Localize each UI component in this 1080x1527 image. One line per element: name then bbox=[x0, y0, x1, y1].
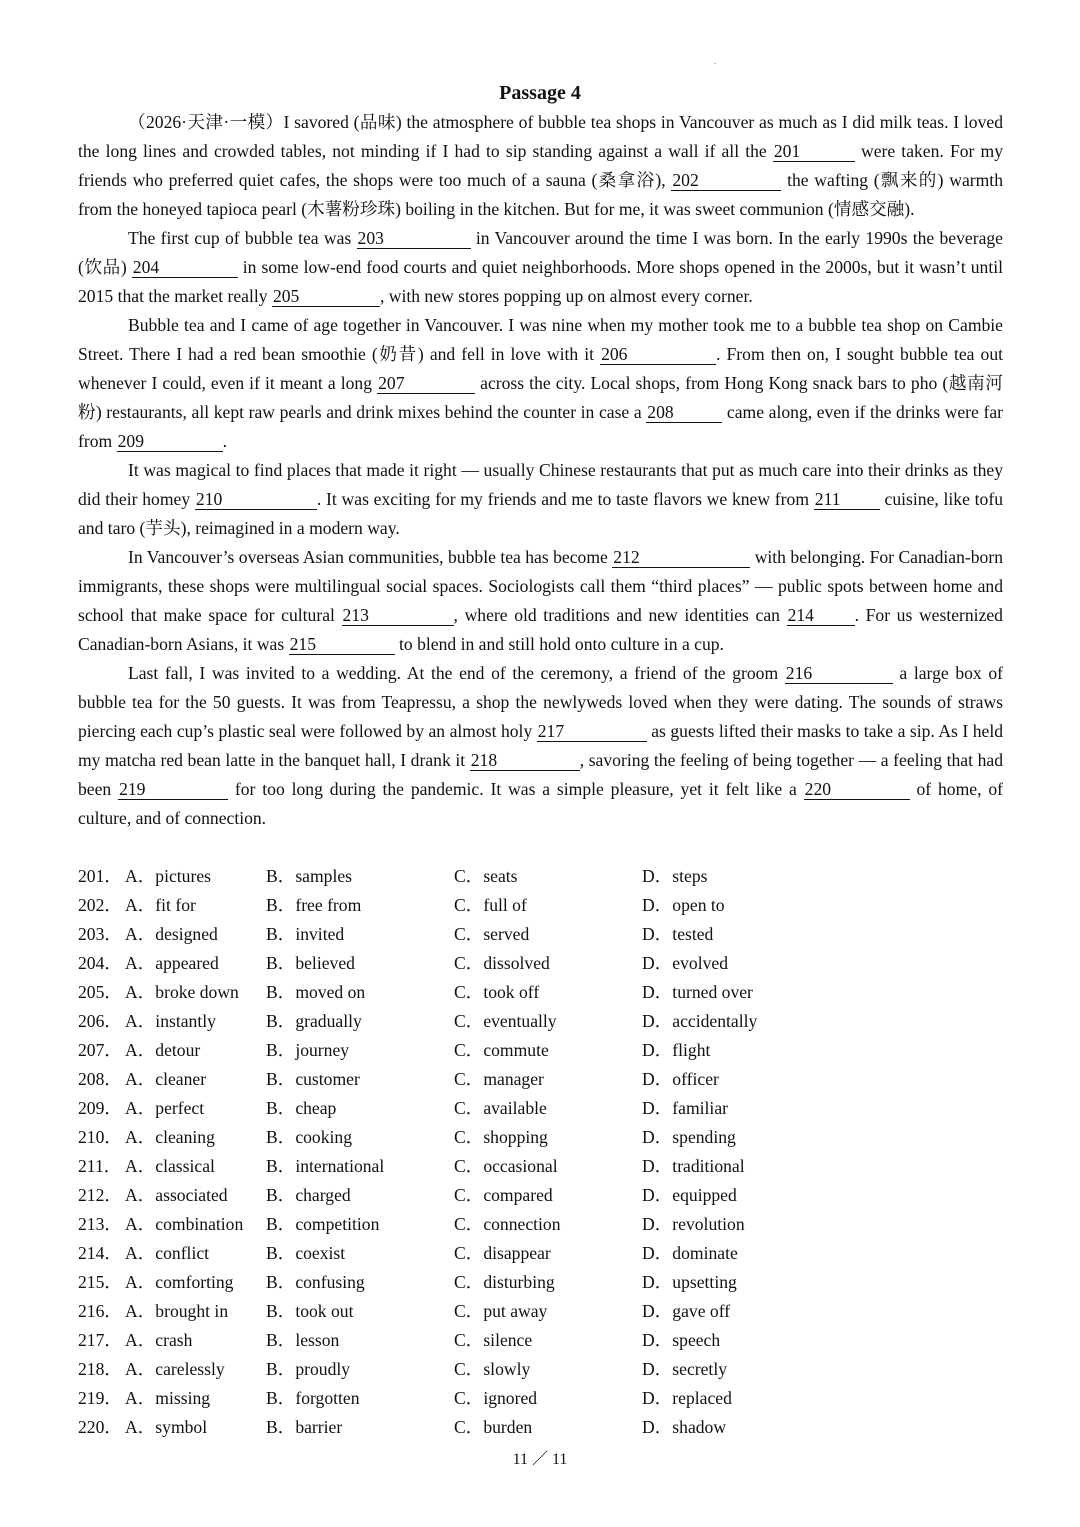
option-a: A．designed bbox=[125, 924, 218, 944]
option-a: A．perfect bbox=[125, 1098, 205, 1118]
question-number: 213． bbox=[78, 1214, 122, 1234]
question-number: 208． bbox=[78, 1069, 122, 1089]
option-b: B．free from bbox=[266, 895, 362, 915]
blank-219: 219 bbox=[118, 779, 228, 800]
option-d: D．officer bbox=[642, 1069, 719, 1089]
option-a: A．appeared bbox=[125, 953, 219, 973]
question-row bbox=[78, 1152, 978, 1181]
question-row bbox=[78, 1384, 978, 1413]
option-c: C．compared bbox=[454, 1185, 553, 1205]
option-c: C．disappear bbox=[454, 1243, 551, 1263]
question-number: 214． bbox=[78, 1243, 122, 1263]
option-a: A．comforting bbox=[125, 1272, 234, 1292]
paragraph-text: a large box of bubble tea for the 50 guests. It was from Teapressu, a shop the newlyweds loved when they were dating. The sounds of straws piercing each cup’s plastic seal were followed by an almost holy bbox=[78, 663, 1004, 741]
question-number: 203． bbox=[78, 924, 122, 944]
question-row bbox=[78, 862, 978, 891]
blank-209: 209 bbox=[117, 431, 223, 452]
option-d: D．equipped bbox=[642, 1185, 737, 1205]
option-d: D．familiar bbox=[642, 1098, 728, 1118]
question-row bbox=[78, 1123, 978, 1152]
option-b: B．coexist bbox=[266, 1243, 346, 1263]
option-c: C．shopping bbox=[454, 1127, 548, 1147]
option-d: D．spending bbox=[642, 1127, 736, 1147]
question-number: 218． bbox=[78, 1359, 122, 1379]
option-b: B．journey bbox=[266, 1040, 350, 1060]
option-b: B．moved on bbox=[266, 982, 366, 1002]
option-a: A．fit for bbox=[125, 895, 196, 915]
paragraph-text: in Vancouver around the time I was born. In the early 1990s the beverage (饮品) bbox=[78, 228, 1003, 277]
option-c: C．ignored bbox=[454, 1388, 538, 1408]
option-b: B．customer bbox=[266, 1069, 360, 1089]
option-b: B．took out bbox=[266, 1301, 354, 1321]
option-c: C．commute bbox=[454, 1040, 549, 1060]
blank-220: 220 bbox=[804, 779, 910, 800]
option-c: C．full of bbox=[454, 895, 527, 915]
option-a: A．combination bbox=[125, 1214, 244, 1234]
question-number: 207． bbox=[78, 1040, 122, 1060]
question-row bbox=[78, 1094, 978, 1123]
option-d: D．gave off bbox=[642, 1301, 731, 1321]
option-a: A．pictures bbox=[125, 866, 211, 886]
option-a: A．classical bbox=[125, 1156, 215, 1176]
option-a: A．carelessly bbox=[125, 1359, 225, 1379]
option-c: C．took off bbox=[454, 982, 540, 1002]
question-row bbox=[78, 1239, 978, 1268]
paragraph-text: In Vancouver’s overseas Asian communities, bubble tea has become bbox=[128, 547, 613, 567]
option-b: B．international bbox=[266, 1156, 385, 1176]
question-number: 220． bbox=[78, 1417, 122, 1437]
option-a: A．crash bbox=[125, 1330, 193, 1350]
question-row bbox=[78, 1036, 978, 1065]
option-c: C．silence bbox=[454, 1330, 533, 1350]
passage-title: Passage 4 bbox=[499, 82, 581, 104]
blank-206: 206 bbox=[600, 344, 716, 365]
question-row bbox=[78, 1326, 978, 1355]
option-a: A．cleaning bbox=[125, 1127, 215, 1147]
option-d: D．upsetting bbox=[642, 1272, 737, 1292]
blank-214: 214 bbox=[787, 605, 855, 626]
paragraph-2 bbox=[78, 224, 1003, 311]
paragraph-text: , with new stores popping up on almost every corner. bbox=[379, 286, 753, 306]
paragraph-text: as guests lifted their masks to take a sip. As I held my matcha red bean latte in the banquet hall, I drank it bbox=[78, 721, 1004, 770]
option-d: D．flight bbox=[642, 1040, 711, 1060]
paragraph-text: . From then on, I sought bubble tea out whenever I could, even if it meant a long bbox=[78, 344, 1003, 393]
blank-208: 208 bbox=[646, 402, 722, 423]
option-c: C．occasional bbox=[454, 1156, 558, 1176]
option-d: D．steps bbox=[642, 866, 708, 886]
option-d: D．revolution bbox=[642, 1214, 745, 1234]
option-a: A．detour bbox=[125, 1040, 201, 1060]
option-c: C．dissolved bbox=[454, 953, 550, 973]
paragraph-text: （2026·天津·一模）I savored (品味) the atmosphere of bubble tea shops in Vancouver as much as I did milk teas. I loved the long lines and crowded tables, not minding if I had to sip standing against a wall if all the bbox=[78, 112, 1003, 161]
option-d: D．traditional bbox=[642, 1156, 745, 1176]
blank-207: 207 bbox=[377, 373, 475, 394]
question-number: 215． bbox=[78, 1272, 122, 1292]
question-row bbox=[78, 978, 978, 1007]
option-d: D．evolved bbox=[642, 953, 728, 973]
option-a: A．broke down bbox=[125, 982, 239, 1002]
blank-218: 218 bbox=[470, 750, 580, 771]
question-row bbox=[78, 920, 978, 949]
question-row bbox=[78, 949, 978, 978]
paragraph-text: of home, of culture, and of connection. bbox=[78, 779, 1003, 828]
option-b: B．lesson bbox=[266, 1330, 340, 1350]
option-d: D．open to bbox=[642, 895, 725, 915]
question-number: 206． bbox=[78, 1011, 122, 1031]
option-b: B．confusing bbox=[266, 1272, 365, 1292]
paragraph-text: It was magical to find places that made it right — usually Chinese restaurants that put as much care into their drinks as they did their homey bbox=[78, 460, 1003, 509]
option-b: B．gradually bbox=[266, 1011, 362, 1031]
question-row bbox=[78, 1210, 978, 1239]
option-d: D．replaced bbox=[642, 1388, 732, 1408]
question-row bbox=[78, 1268, 978, 1297]
question-row bbox=[78, 1181, 978, 1210]
passage-body bbox=[78, 108, 1003, 833]
paragraph-6 bbox=[78, 659, 1003, 833]
header-mark: . bbox=[714, 56, 717, 67]
paragraph-text: . It was exciting for my friends and me to taste flavors we knew from bbox=[316, 489, 814, 509]
question-row bbox=[78, 1413, 978, 1442]
blank-210: 210 bbox=[195, 489, 317, 510]
option-c: C．manager bbox=[454, 1069, 544, 1089]
option-d: D．shadow bbox=[642, 1417, 727, 1437]
option-a: A．symbol bbox=[125, 1417, 208, 1437]
paragraph-text: with belonging. For Canadian-born immigrants, these shops were multilingual social spaces. Sociologists call them “third places” — public spots between home and school that make space for cultural bbox=[78, 547, 1003, 625]
question-number: 212． bbox=[78, 1185, 122, 1205]
question-number: 210． bbox=[78, 1127, 122, 1147]
option-d: D．dominate bbox=[642, 1243, 738, 1263]
option-c: C．slowly bbox=[454, 1359, 531, 1379]
paragraph-5 bbox=[78, 543, 1003, 659]
paragraph-4 bbox=[78, 456, 1003, 543]
paragraph-text: . bbox=[222, 431, 228, 451]
question-row bbox=[78, 1297, 978, 1326]
option-c: C．available bbox=[454, 1098, 547, 1118]
paragraph-text: were taken. For my friends who preferred quiet cafes, the shops were too much of a sauna (桑拿浴), bbox=[78, 141, 1004, 190]
paragraph-3 bbox=[78, 311, 1003, 456]
option-a: A．conflict bbox=[125, 1243, 210, 1263]
option-c: C．eventually bbox=[454, 1011, 557, 1031]
option-b: B．believed bbox=[266, 953, 355, 973]
blank-212: 212 bbox=[612, 547, 750, 568]
question-number: 204． bbox=[78, 953, 122, 973]
option-d: D．tested bbox=[642, 924, 714, 944]
option-c: C．burden bbox=[454, 1417, 533, 1437]
blank-213: 213 bbox=[342, 605, 454, 626]
paragraph-text: cuisine, like tofu and taro (芋头), reimagined in a modern way. bbox=[78, 489, 1004, 538]
option-d: D．accidentally bbox=[642, 1011, 758, 1031]
blank-205: 205 bbox=[272, 286, 380, 307]
question-number: 209． bbox=[78, 1098, 122, 1118]
question-number: 219． bbox=[78, 1388, 122, 1408]
option-b: B．cooking bbox=[266, 1127, 353, 1147]
question-row bbox=[78, 1065, 978, 1094]
option-d: D．secretly bbox=[642, 1359, 728, 1379]
paragraph-text: the wafting (飘来的) warmth from the honeyed tapioca pearl (木薯粉珍珠) boiling in the kitchen. But for me, it was sweet communion (情感交融). bbox=[78, 170, 1003, 219]
question-number: 202． bbox=[78, 895, 122, 915]
paragraph-text: Last fall, I was invited to a wedding. At the end of the ceremony, a friend of the groom bbox=[128, 663, 785, 683]
paragraph-text: for too long during the pandemic. It was a simple pleasure, yet it felt like a bbox=[228, 779, 804, 799]
paragraph-text: to blend in and still hold onto culture in a cup. bbox=[394, 634, 724, 654]
question-number: 216． bbox=[78, 1301, 122, 1321]
option-a: A．cleaner bbox=[125, 1069, 207, 1089]
options-list bbox=[78, 862, 978, 1442]
option-b: B．competition bbox=[266, 1214, 380, 1234]
blank-215: 215 bbox=[289, 634, 395, 655]
question-number: 205． bbox=[78, 982, 122, 1002]
paragraph-text: Bubble tea and I came of age together in Vancouver. I was nine when my mother took me to a bubble tea shop on Cambie Street. There I had a red bean smoothie (奶昔) and fell in love with it bbox=[78, 315, 1003, 364]
option-c: C．seats bbox=[454, 866, 518, 886]
blank-204: 204 bbox=[132, 257, 238, 278]
question-number: 217． bbox=[78, 1330, 122, 1350]
question-row bbox=[78, 1007, 978, 1036]
option-a: A．missing bbox=[125, 1388, 211, 1408]
option-b: B．cheap bbox=[266, 1098, 337, 1118]
option-b: B．samples bbox=[266, 866, 353, 886]
option-c: C．served bbox=[454, 924, 530, 944]
option-a: A．brought in bbox=[125, 1301, 229, 1321]
option-c: C．put away bbox=[454, 1301, 548, 1321]
option-c: C．disturbing bbox=[454, 1272, 555, 1292]
paragraph-1 bbox=[78, 108, 1003, 224]
question-number: 201． bbox=[78, 866, 122, 886]
page-number: 11 ／ 11 bbox=[512, 1451, 568, 1468]
blank-211: 211 bbox=[814, 489, 880, 510]
question-number: 211． bbox=[78, 1156, 122, 1176]
option-b: B．proudly bbox=[266, 1359, 351, 1379]
option-b: B．barrier bbox=[266, 1417, 343, 1437]
blank-216: 216 bbox=[785, 663, 893, 684]
paragraph-text: came along, even if the drinks were far from bbox=[78, 402, 1003, 451]
blank-202: 202 bbox=[671, 170, 781, 191]
question-row bbox=[78, 891, 978, 920]
option-d: D．turned over bbox=[642, 982, 753, 1002]
paragraph-text: , where old traditions and new identities can bbox=[453, 605, 787, 625]
option-d: D．speech bbox=[642, 1330, 721, 1350]
option-b: B．forgotten bbox=[266, 1388, 360, 1408]
blank-203: 203 bbox=[357, 228, 471, 249]
paragraph-text: The first cup of bubble tea was bbox=[128, 228, 357, 248]
blank-201: 201 bbox=[773, 141, 855, 162]
option-c: C．connection bbox=[454, 1214, 561, 1234]
paragraph-text: . For us westernized Canadian-born Asians, it was bbox=[78, 605, 1003, 654]
blank-217: 217 bbox=[537, 721, 647, 742]
option-a: A．instantly bbox=[125, 1011, 216, 1031]
paragraph-text: in some low-end food courts and quiet neighborhoods. More shops opened in the 2000s, but it wasn’t until 2015 that the market really bbox=[78, 257, 1003, 306]
option-a: A．associated bbox=[125, 1185, 228, 1205]
option-b: B．invited bbox=[266, 924, 345, 944]
question-row bbox=[78, 1355, 978, 1384]
option-b: B．charged bbox=[266, 1185, 351, 1205]
paragraph-text: , savoring the feeling of being together — a feeling that had been bbox=[78, 750, 1003, 799]
paragraph-text: across the city. Local shops, from Hong Kong snack bars to pho (越南河粉) restaurants, all kept raw pearls and drink mixes behind the counter in case a bbox=[78, 373, 1003, 422]
